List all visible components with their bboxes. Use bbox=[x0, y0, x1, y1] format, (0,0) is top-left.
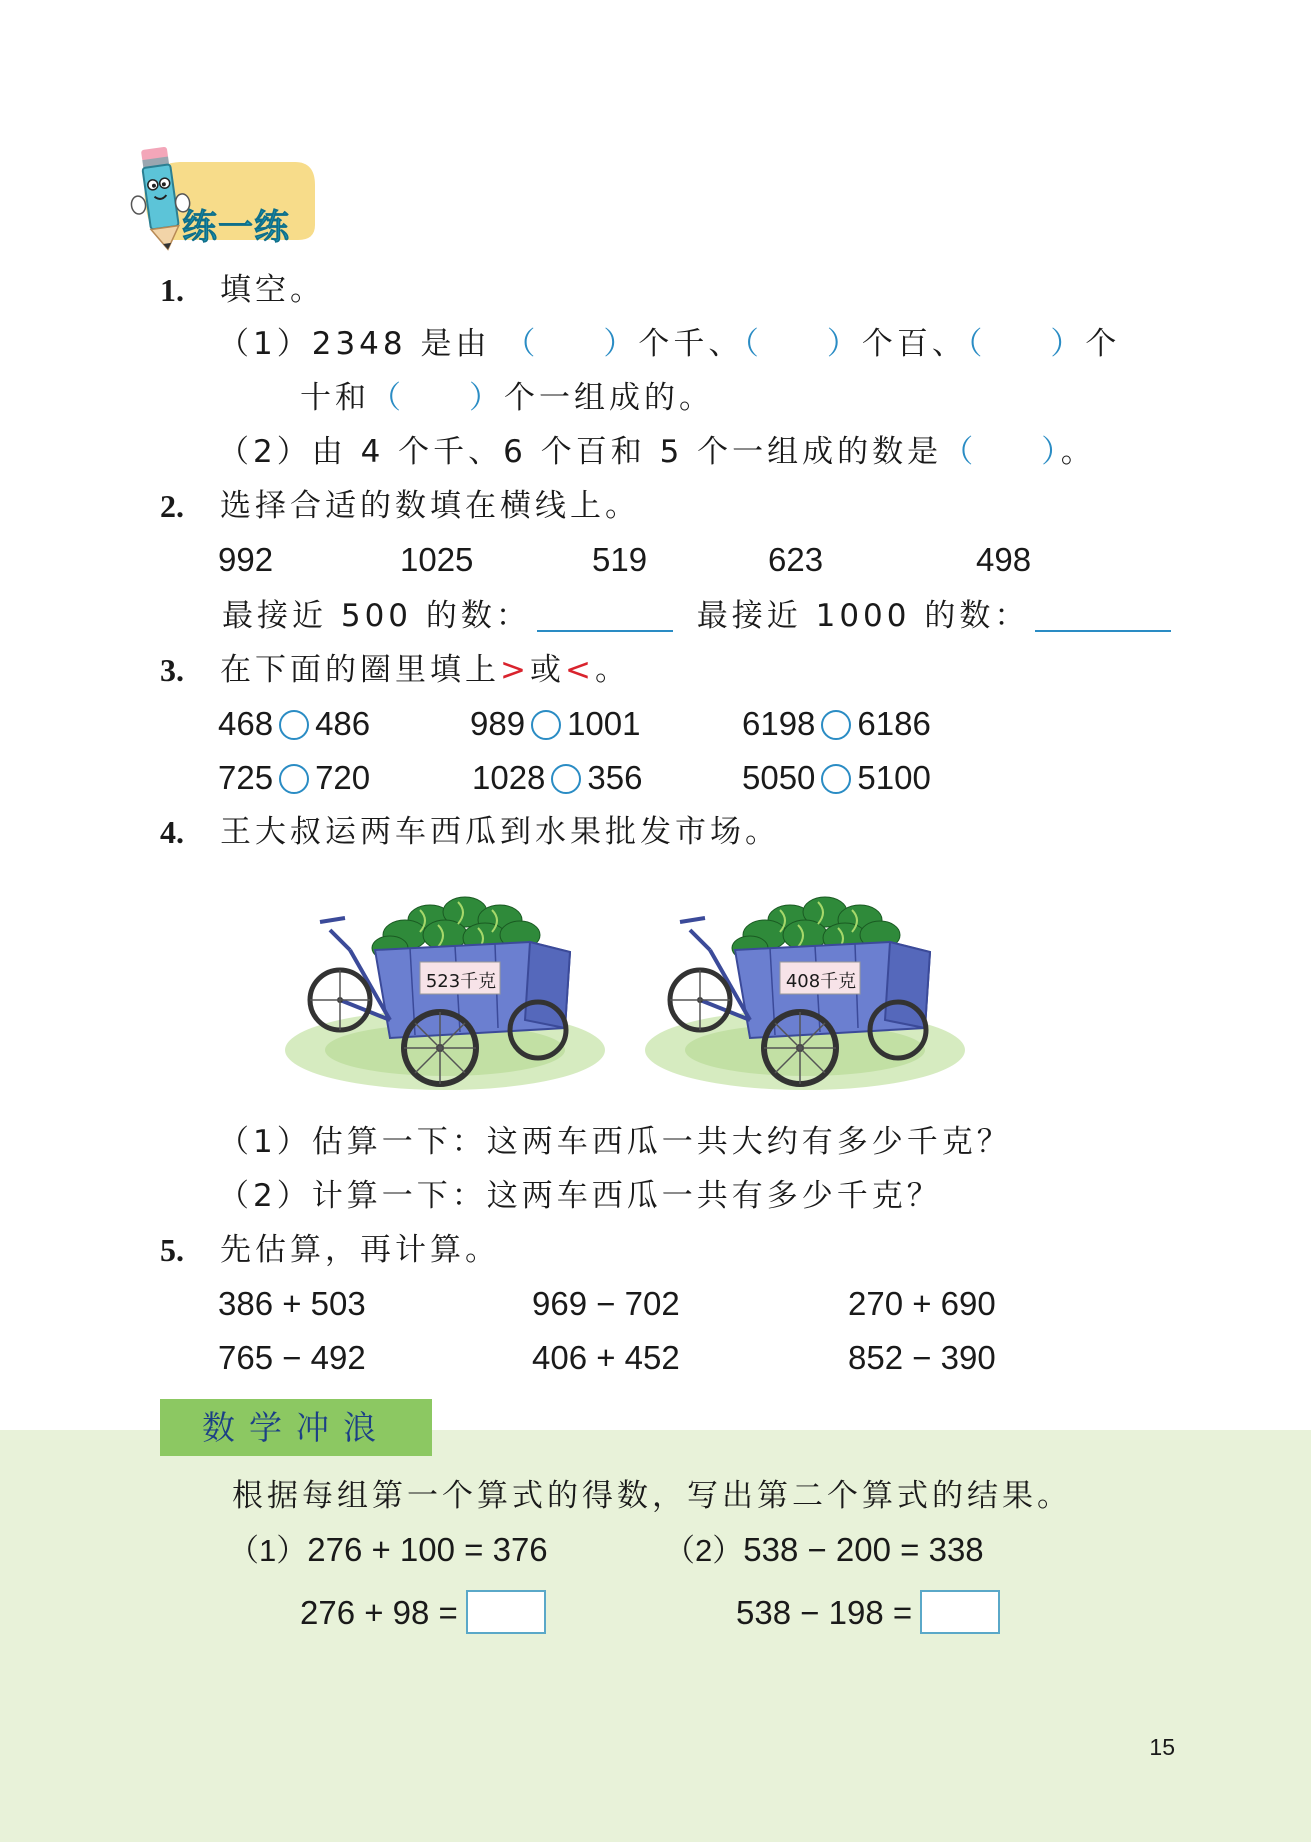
q3-title-text: 在下面的圈里填上 bbox=[220, 652, 500, 688]
q2-option: 623 bbox=[768, 541, 824, 578]
less-than-sign: < bbox=[564, 652, 595, 688]
q3-number: 3. bbox=[160, 652, 184, 688]
compare-right: 6186 bbox=[857, 705, 931, 742]
paren-close: ） bbox=[1050, 326, 1086, 362]
compare-left: 989 bbox=[470, 705, 526, 742]
bonus-g2-equation: 538 − 200 = 338 bbox=[743, 1531, 984, 1568]
bonus-g2-answer-box[interactable] bbox=[920, 1590, 1000, 1634]
compare-right: 5100 bbox=[857, 759, 931, 796]
expression: 765 − 492 bbox=[218, 1339, 366, 1376]
near-500-blank[interactable] bbox=[537, 600, 673, 632]
section-title: 练一练 bbox=[182, 208, 291, 248]
q1-number: 1. bbox=[160, 272, 184, 308]
cart-2-weight-label: 408千克 bbox=[785, 971, 857, 992]
q1-title: 填空。 bbox=[220, 272, 325, 308]
q4-title: 王大叔运两车西瓜到水果批发市场。 bbox=[220, 814, 780, 850]
expression: 386 + 503 bbox=[218, 1285, 366, 1322]
bonus-group-1-eq1 bbox=[228, 1530, 548, 1571]
q1-p2-label: （2） bbox=[218, 434, 312, 470]
bonus-group-2-eq2 bbox=[736, 1590, 1000, 1634]
compare-item bbox=[742, 704, 931, 744]
compare-left: 1028 bbox=[472, 759, 546, 796]
compare-item bbox=[470, 704, 640, 744]
compare-circle[interactable] bbox=[279, 764, 309, 794]
compare-right: 486 bbox=[315, 705, 371, 742]
q3-title bbox=[220, 650, 630, 690]
paren-open: （ bbox=[743, 326, 763, 362]
paren-open: （ bbox=[370, 380, 405, 416]
paren-close: ） bbox=[469, 380, 504, 416]
bonus-g1-equation: 276 + 100 = 376 bbox=[307, 1531, 548, 1568]
compare-left: 5050 bbox=[742, 759, 816, 796]
q2-option: 498 bbox=[976, 541, 1032, 578]
compare-item bbox=[218, 704, 370, 744]
bonus-g1-answer-box[interactable] bbox=[466, 1590, 546, 1634]
greater-than-sign: > bbox=[500, 652, 530, 688]
near-1000-blank[interactable] bbox=[1035, 600, 1171, 632]
q4-number: 4. bbox=[160, 814, 184, 850]
q1-p2-text: 由 4 个千、6 个百和 5 个一组成的数是 bbox=[311, 434, 943, 470]
q1-part1-line2 bbox=[300, 378, 714, 418]
q1-p1-text-a: 2348 是由 bbox=[311, 326, 491, 362]
compare-item bbox=[742, 758, 931, 798]
q3-or: 或 bbox=[529, 652, 565, 688]
q4-sub2: （2）计算一下：这两车西瓜一共有多少千克？ bbox=[218, 1178, 942, 1214]
compare-circle[interactable] bbox=[551, 764, 581, 794]
compare-right: 356 bbox=[587, 759, 643, 796]
near-500-label: 最接近 500 的数： bbox=[222, 598, 531, 634]
bonus-instruction: 根据每组第一个算式的得数，写出第二个算式的结果。 bbox=[232, 1478, 1072, 1514]
compare-circle[interactable] bbox=[279, 710, 309, 740]
page-number: 15 bbox=[1149, 1734, 1175, 1760]
q1-p1-text-f: 个一组成的。 bbox=[504, 380, 714, 416]
tricycle-cart-1 bbox=[280, 880, 620, 1090]
expression: 270 + 690 bbox=[848, 1285, 996, 1322]
q1-part2 bbox=[218, 432, 1096, 472]
paren-close: ） bbox=[603, 326, 639, 362]
q3-end: 。 bbox=[594, 652, 630, 688]
compare-circle[interactable] bbox=[821, 710, 851, 740]
paren-close: ） bbox=[1041, 434, 1061, 470]
compare-item bbox=[218, 758, 370, 798]
q1-p1-label: （1） bbox=[218, 326, 312, 362]
q4-sub1: （1）估算一下：这两车西瓜一共大约有多少千克？ bbox=[218, 1124, 1012, 1160]
expression: 406 + 452 bbox=[532, 1339, 680, 1376]
compare-left: 468 bbox=[218, 705, 274, 742]
q1-p1-text-e: 十和 bbox=[300, 380, 370, 416]
paren-open: （ bbox=[942, 434, 978, 470]
expression: 969 − 702 bbox=[532, 1285, 680, 1322]
q2-option: 992 bbox=[218, 541, 274, 578]
q5-title: 先估算，再计算。 bbox=[220, 1232, 500, 1268]
tricycle-cart-2 bbox=[640, 880, 980, 1090]
cart-1-weight-label: 523千克 bbox=[425, 971, 497, 992]
bonus-group-1-eq2 bbox=[300, 1590, 546, 1634]
q2-title: 选择合适的数填在横线上。 bbox=[220, 488, 640, 524]
bonus-g1-question: 276 + 98 = bbox=[300, 1594, 458, 1631]
compare-circle[interactable] bbox=[531, 710, 561, 740]
compare-circle[interactable] bbox=[821, 764, 851, 794]
q1-p1-text-b: 个千、 bbox=[638, 326, 744, 362]
bonus-g2-label: （2） bbox=[664, 1533, 744, 1568]
compare-item bbox=[472, 758, 642, 798]
q2-option: 519 bbox=[592, 541, 648, 578]
q2-option: 1025 bbox=[400, 541, 474, 578]
q5-number: 5. bbox=[160, 1232, 184, 1268]
bonus-title: 数学冲浪 bbox=[202, 1408, 390, 1447]
q1-part1-line1 bbox=[218, 324, 1120, 364]
paren-close: ） bbox=[826, 326, 862, 362]
paren-open: （ bbox=[504, 326, 540, 362]
q2-answer-line bbox=[222, 596, 1171, 636]
section-header bbox=[120, 140, 320, 260]
compare-left: 725 bbox=[218, 759, 274, 796]
q1-p2-end: 。 bbox=[1060, 434, 1096, 470]
bonus-group-2-eq1 bbox=[664, 1530, 984, 1571]
expression: 852 − 390 bbox=[848, 1339, 996, 1376]
compare-right: 720 bbox=[315, 759, 371, 796]
q1-p1-text-c: 个百、 bbox=[861, 326, 967, 362]
compare-right: 1001 bbox=[567, 705, 641, 742]
compare-left: 6198 bbox=[742, 705, 816, 742]
bonus-g2-question: 538 − 198 = bbox=[736, 1594, 913, 1631]
q2-number: 2. bbox=[160, 488, 184, 524]
paren-open: （ bbox=[966, 326, 987, 362]
q1-p1-text-d: 个 bbox=[1085, 326, 1121, 362]
near-1000-label: 最接近 1000 的数： bbox=[696, 598, 1030, 634]
bonus-g1-label: （1） bbox=[228, 1533, 308, 1568]
